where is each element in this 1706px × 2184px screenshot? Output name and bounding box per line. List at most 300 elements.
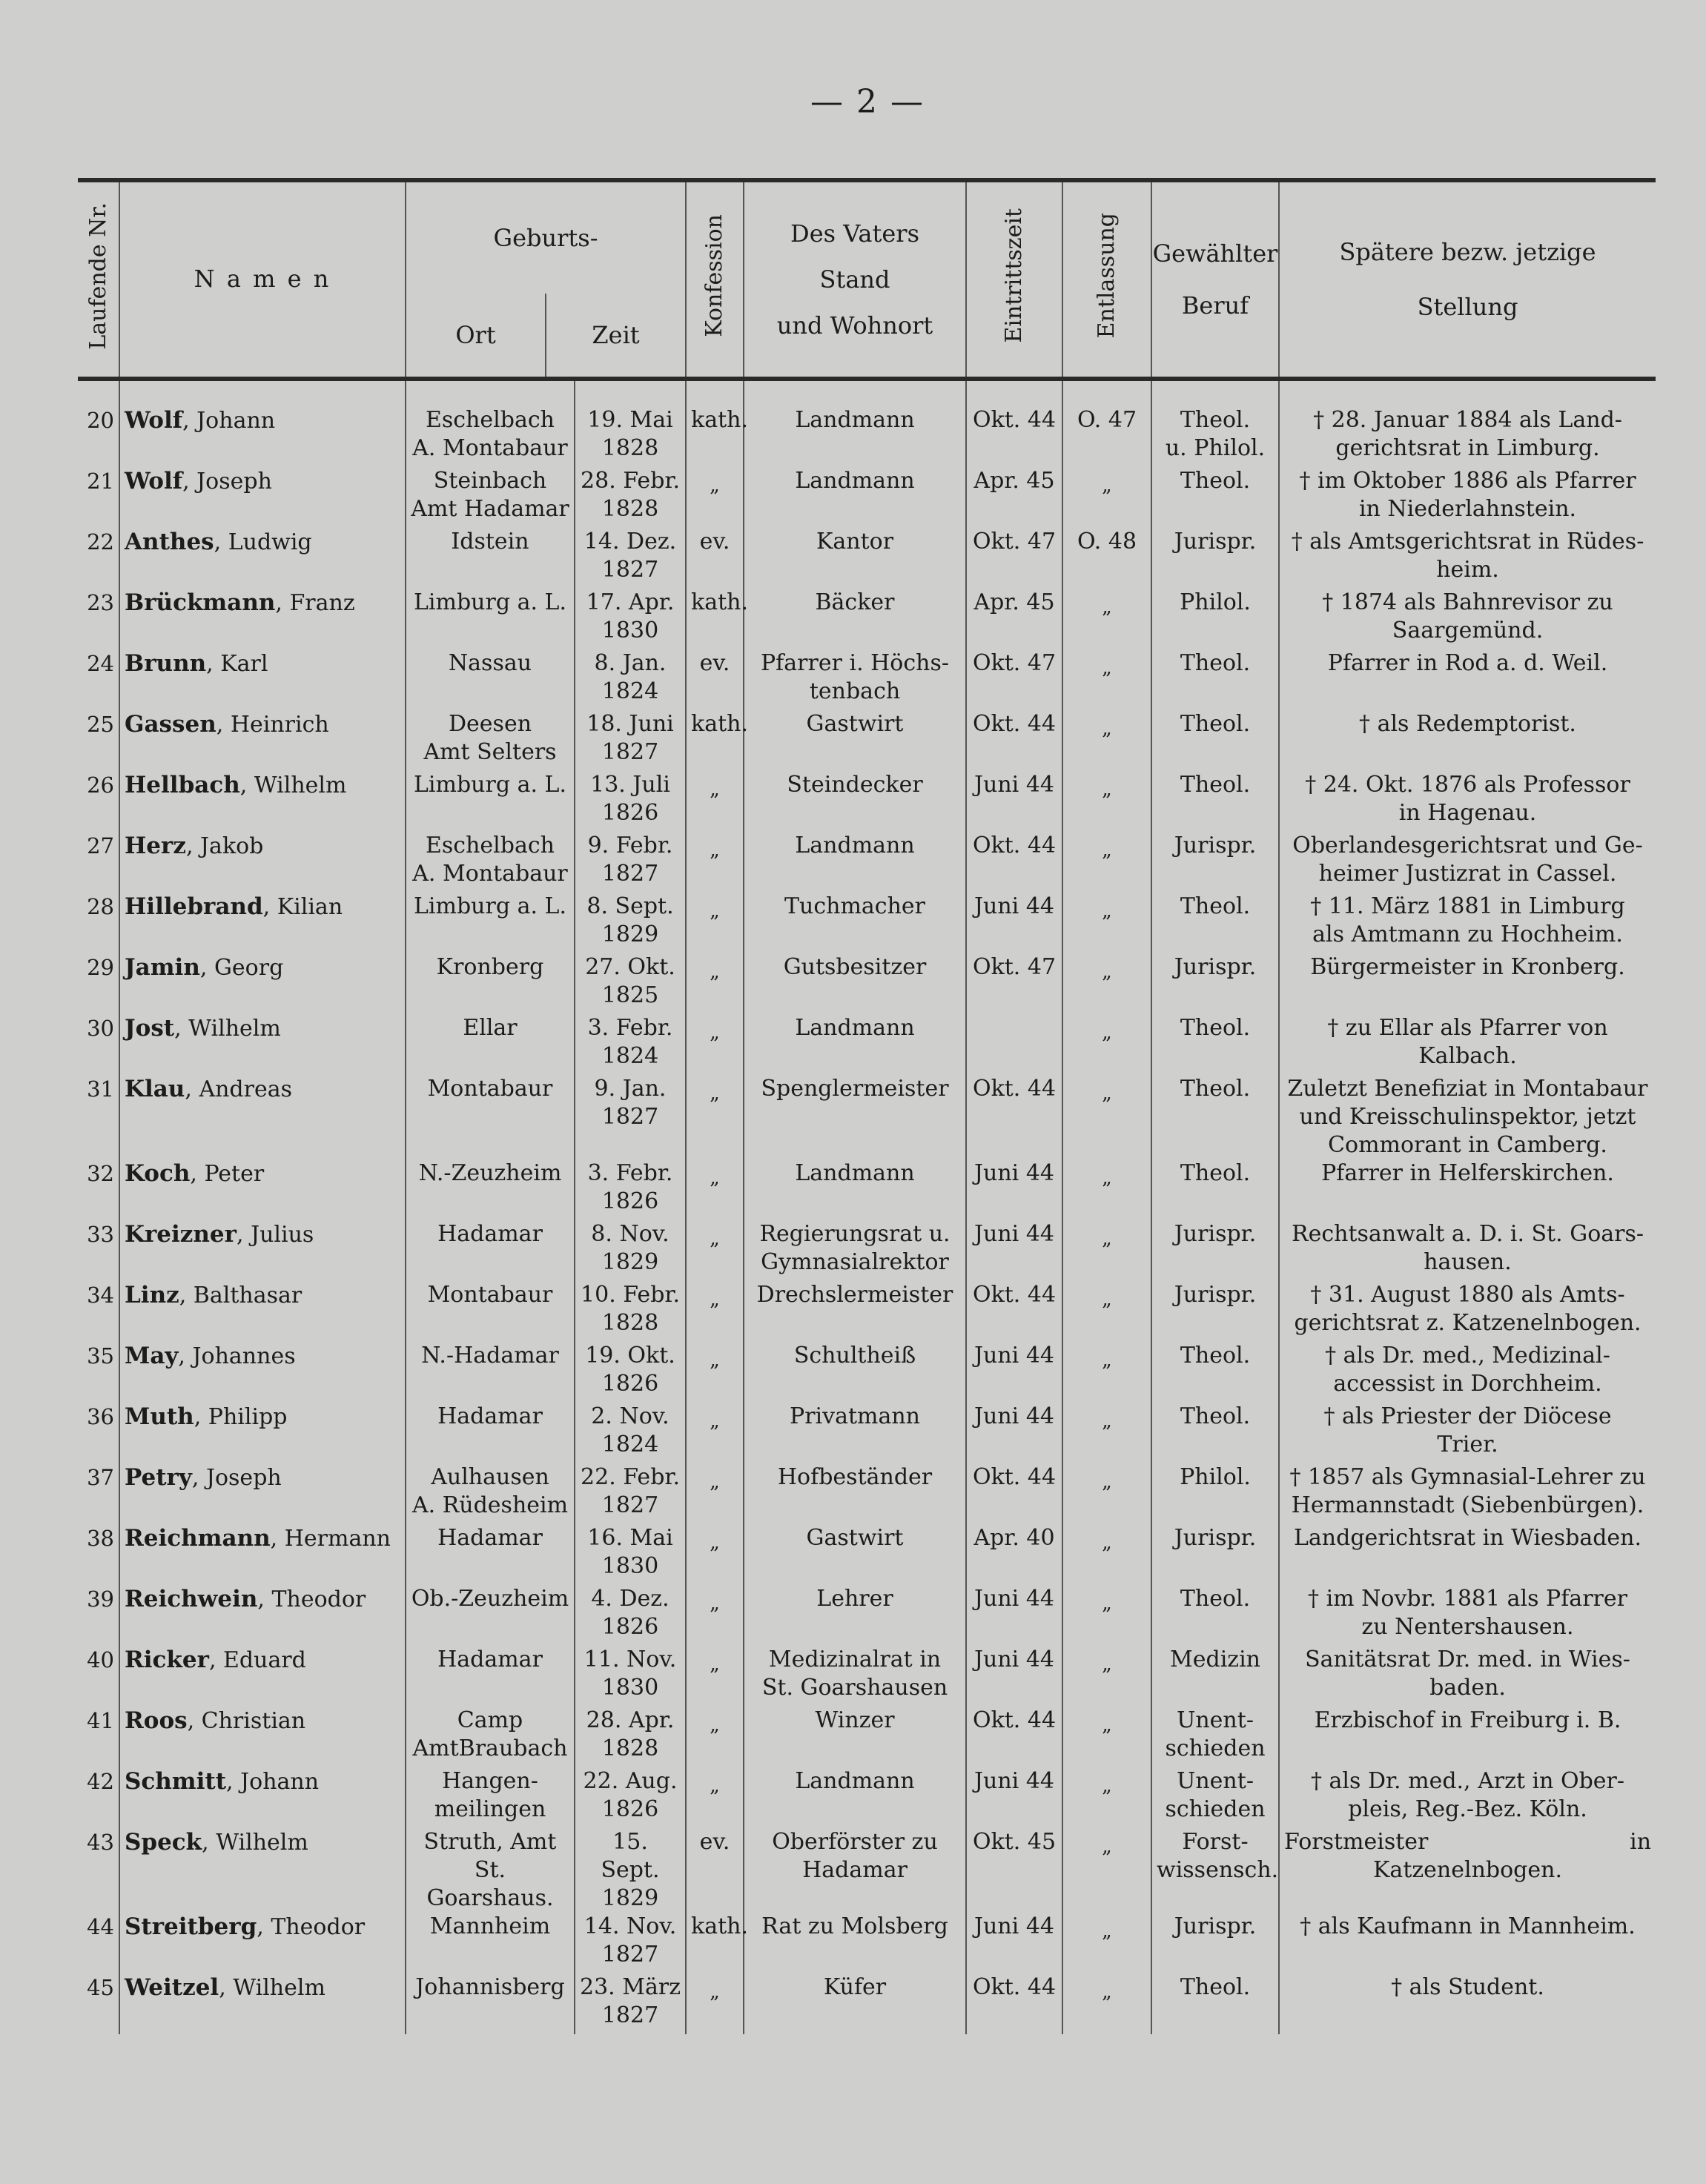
- cell-line: 1825: [601, 982, 659, 1008]
- birth-place: [406, 1585, 575, 1646]
- table-row: [78, 406, 1656, 467]
- student-name: Linz, Balthasar: [119, 1281, 406, 1342]
- chosen-profession: [1151, 1014, 1279, 1075]
- cell-line: 17. Apr.: [586, 589, 675, 615]
- cell-line: Theol.: [1180, 1403, 1251, 1429]
- birth-place: [406, 1342, 575, 1403]
- father-status: [744, 1767, 966, 1828]
- cell-line: † als Amtsgerichtsrat in Rüdes-: [1291, 529, 1644, 555]
- cell-line: † als Dr. med., Medizinal-: [1325, 1343, 1610, 1369]
- cell-line: Hadamar: [437, 1525, 543, 1551]
- cell-line: Montabaur: [427, 1282, 553, 1308]
- surname: Muth: [125, 1403, 194, 1430]
- cell-line: 1830: [601, 618, 659, 643]
- row-number: 34: [87, 1283, 114, 1308]
- student-name: May, Johannes: [119, 1342, 406, 1403]
- row-number: 20: [87, 408, 114, 433]
- cell-line: † als Student.: [1391, 1974, 1544, 2000]
- later-position: [1279, 1403, 1656, 1463]
- later-position: [1279, 1973, 1656, 2034]
- cell-line: 1830: [601, 1675, 659, 1701]
- table-row: [78, 1707, 1656, 1767]
- father-status: [744, 1585, 966, 1646]
- surname: Petry: [125, 1464, 192, 1491]
- student-name: Reichwein, Theodor: [119, 1585, 406, 1646]
- cell-line: Hadamar: [437, 1403, 543, 1429]
- cell-line: Landmann: [795, 1160, 915, 1186]
- table-row: [78, 1014, 1656, 1075]
- cell-line: Medizin: [1170, 1647, 1261, 1672]
- row-number: 40: [87, 1647, 114, 1672]
- given-name: Joseph: [196, 469, 272, 494]
- chosen-profession: [1151, 1828, 1279, 1913]
- cell-line: Hofbeständer: [777, 1464, 933, 1490]
- entlassung: „: [1062, 1767, 1151, 1828]
- surname: Kreizner: [125, 1221, 237, 1248]
- cell-line: 4. Dez.: [591, 1586, 669, 1612]
- birth-place: [406, 710, 575, 771]
- header-entlassung: Entlassung: [1062, 180, 1151, 379]
- cell-line: † 28. Januar 1884 als Land-: [1313, 407, 1622, 433]
- eintrittszeit: Apr. 45: [966, 589, 1062, 649]
- entlassung: „: [1062, 1707, 1151, 1767]
- given-name: Theodor: [271, 1586, 366, 1612]
- surname: Reichmann: [125, 1525, 271, 1552]
- surname: Koch: [125, 1160, 191, 1187]
- cell-line: Gymnasialrektor: [761, 1249, 949, 1275]
- cell-line: Camp: [457, 1707, 523, 1733]
- page-number: — 2 —: [810, 83, 925, 121]
- konfession: „: [686, 1767, 744, 1828]
- konfession: „: [686, 1585, 744, 1646]
- given-name: Georg: [214, 955, 284, 981]
- chosen-profession: [1151, 528, 1279, 589]
- konfession: „: [686, 1014, 744, 1075]
- cell-line: Rechtsanwalt a. D. i. St. Goars-: [1292, 1221, 1644, 1247]
- entlassung: O. 47: [1062, 406, 1151, 467]
- cell-line: Theol.: [1180, 1586, 1251, 1612]
- surname: Roos: [125, 1707, 188, 1734]
- eintrittszeit: Okt. 44: [966, 406, 1062, 467]
- given-name: Andreas: [199, 1076, 293, 1102]
- row-number: 33: [87, 1222, 114, 1247]
- chosen-profession: [1151, 893, 1279, 953]
- given-name: Wilhelm: [233, 1975, 325, 2001]
- chosen-profession: [1151, 406, 1279, 467]
- student-name: Reichmann, Hermann: [119, 1524, 406, 1585]
- cell-line: 1826: [601, 1614, 659, 1640]
- birth-date: [575, 953, 686, 1014]
- cell-line: wissensch.: [1157, 1857, 1279, 1883]
- birth-place: [406, 1159, 575, 1220]
- konfession: „: [686, 1342, 744, 1403]
- later-position: [1279, 1075, 1656, 1159]
- cell-line: A. Montabaur: [412, 861, 568, 887]
- student-name: Brunn, Karl: [119, 649, 406, 710]
- father-status: [744, 1159, 966, 1220]
- cell-line: Landmann: [795, 407, 915, 433]
- cell-line: Steindecker: [787, 772, 923, 798]
- student-register-table: [78, 178, 1656, 2034]
- konfession: ev.: [686, 528, 744, 589]
- given-name: Ludwig: [228, 529, 312, 555]
- chosen-profession: [1151, 771, 1279, 832]
- row-number: 43: [87, 1830, 114, 1855]
- student-name: Wolf, Joseph: [119, 467, 406, 528]
- cell-line: † im Novbr. 1881 als Pfarrer: [1308, 1586, 1627, 1612]
- later-position: [1279, 1767, 1656, 1828]
- cell-line: Theol.: [1180, 1974, 1251, 2000]
- cell-line: pleis, Reg.-Bez. Köln.: [1348, 1796, 1587, 1822]
- cell-line: Landgerichtsrat in Wiesbaden.: [1294, 1525, 1642, 1551]
- cell-line: Landmann: [795, 833, 915, 858]
- birth-place: [406, 893, 575, 953]
- cell-line: Küfer: [823, 1974, 887, 2000]
- entlassung: „: [1062, 1585, 1151, 1646]
- father-status: [744, 467, 966, 528]
- chosen-profession: [1151, 589, 1279, 649]
- cell-line: A. Rüdesheim: [411, 1492, 569, 1518]
- cell-line: Jurispr.: [1174, 1525, 1257, 1551]
- cell-line: † als Priester der Diöcese: [1323, 1403, 1612, 1429]
- cell-line: 14. Dez.: [583, 529, 677, 555]
- cell-line: † 31. August 1880 als Amts-: [1310, 1282, 1625, 1308]
- cell-line: 19. Mai: [587, 407, 673, 433]
- table-row: [78, 1828, 1656, 1913]
- eintrittszeit: Juni 44: [966, 1585, 1062, 1646]
- eintrittszeit: Juni 44: [966, 1159, 1062, 1220]
- cell-line: Landmann: [795, 1768, 915, 1794]
- eintrittszeit: Okt. 44: [966, 832, 1062, 893]
- father-status: [744, 1281, 966, 1342]
- row-number: 27: [87, 833, 114, 858]
- eintrittszeit: Okt. 47: [966, 528, 1062, 589]
- father-status: [744, 1463, 966, 1524]
- surname: Brunn: [125, 650, 207, 677]
- cell-line: Oberlandesgerichtsrat und Ge-: [1292, 833, 1643, 858]
- table-row: [78, 649, 1656, 710]
- father-status: [744, 1913, 966, 1973]
- birth-date: [575, 1585, 686, 1646]
- row-number: 28: [87, 894, 114, 919]
- cell-line: Limburg a. L.: [414, 589, 566, 615]
- birth-place: [406, 406, 575, 467]
- cell-line: Limburg a. L.: [414, 772, 566, 798]
- cell-line: Winzer: [815, 1707, 895, 1733]
- cell-line: Philol.: [1180, 589, 1251, 615]
- table-row: [78, 1220, 1656, 1281]
- surname: Herz: [125, 833, 186, 859]
- cell-line: Kantor: [816, 529, 894, 555]
- later-position: [1279, 1646, 1656, 1707]
- chosen-profession: [1151, 1463, 1279, 1524]
- cell-line: Ob.-Zeuzheim: [411, 1586, 569, 1612]
- eintrittszeit: Juni 44: [966, 1767, 1062, 1828]
- cell-line: 23. März: [580, 1974, 681, 2000]
- birth-date: [575, 1707, 686, 1767]
- surname: Hillebrand: [125, 893, 263, 920]
- cell-line: Commorant in Camberg.: [1328, 1132, 1607, 1158]
- later-position: [1279, 1463, 1656, 1524]
- cell-line: 9. Febr.: [587, 833, 673, 858]
- later-position: [1279, 1281, 1656, 1342]
- given-name: Theodor: [271, 1914, 366, 1940]
- later-position: [1279, 649, 1656, 710]
- later-position: [1279, 953, 1656, 1014]
- cell-line: 1829: [601, 1249, 659, 1275]
- entlassung: „: [1062, 1403, 1151, 1463]
- cell-line: Theol.: [1180, 1076, 1251, 1102]
- father-status: [744, 1220, 966, 1281]
- cell-line: 1827: [601, 1492, 659, 1518]
- cell-line: tenbach: [809, 678, 901, 704]
- cell-line: 11. Nov.: [583, 1647, 677, 1672]
- birth-place: [406, 1828, 575, 1913]
- birth-date: [575, 1646, 686, 1707]
- birth-place: [406, 649, 575, 710]
- cell-line: 2. Nov.: [591, 1403, 669, 1429]
- cell-line: 1828: [601, 435, 659, 461]
- row-number: 42: [87, 1769, 114, 1794]
- later-position: [1279, 1828, 1656, 1913]
- konfession: „: [686, 467, 744, 528]
- entlassung: „: [1062, 1159, 1151, 1220]
- surname: Klau: [125, 1076, 185, 1102]
- cell-line: in Niederlahnstein.: [1358, 496, 1577, 522]
- table-row: [78, 1281, 1656, 1342]
- surname: Anthes: [125, 529, 214, 555]
- row-number: 21: [87, 469, 114, 494]
- table-row: [78, 589, 1656, 649]
- surname: Gassen: [125, 711, 216, 738]
- cell-line: Johannisberg: [415, 1974, 565, 2000]
- chosen-profession: [1151, 1075, 1279, 1159]
- cell-line: 1826: [601, 1188, 659, 1214]
- chosen-profession: [1151, 1403, 1279, 1463]
- cell-line: 22. Aug.: [583, 1768, 678, 1794]
- birth-date: [575, 528, 686, 589]
- given-name: Johann: [240, 1769, 320, 1795]
- eintrittszeit: Apr. 45: [966, 467, 1062, 528]
- table-row: [78, 467, 1656, 528]
- birth-date: [575, 1828, 686, 1913]
- birth-place: [406, 1973, 575, 2034]
- father-status: [744, 1973, 966, 2034]
- cell-line: Hadamar: [802, 1857, 907, 1883]
- father-status: [744, 1075, 966, 1159]
- cell-line: 1827: [601, 861, 659, 887]
- cell-line: 13. Juli: [590, 772, 670, 798]
- cell-line: † zu Ellar als Pfarrer von: [1327, 1015, 1608, 1041]
- header-row: [78, 180, 1656, 379]
- konfession: „: [686, 1524, 744, 1585]
- birth-date: [575, 771, 686, 832]
- entlassung: „: [1062, 1524, 1151, 1585]
- chosen-profession: [1151, 1913, 1279, 1973]
- student-name: Hillebrand, Kilian: [119, 893, 406, 953]
- cell-line: Kalbach.: [1418, 1043, 1517, 1069]
- chosen-profession: [1151, 1159, 1279, 1220]
- cell-line: Medizinalrat in: [768, 1647, 942, 1672]
- entlassung: „: [1062, 1913, 1151, 1973]
- table-row: [78, 1342, 1656, 1403]
- row-number: 35: [87, 1343, 114, 1369]
- entlassung: „: [1062, 1828, 1151, 1913]
- cell-line: Aulhausen: [431, 1464, 549, 1490]
- cell-line: Nassau: [448, 650, 532, 676]
- cell-line: N.-Zeuzheim: [418, 1160, 562, 1186]
- cell-line: schieden: [1165, 1796, 1266, 1822]
- eintrittszeit: Juni 44: [966, 1342, 1062, 1403]
- entlassung: „: [1062, 649, 1151, 710]
- cell-line: † als Dr. med., Arzt in Ober-: [1311, 1768, 1625, 1794]
- cell-line: Tuchmacher: [784, 893, 926, 919]
- eintrittszeit: Okt. 44: [966, 1075, 1062, 1159]
- entlassung: „: [1062, 467, 1151, 528]
- cell-line: in Hagenau.: [1398, 800, 1537, 826]
- cell-line: Hermannstadt (Siebenbürgen).: [1291, 1492, 1644, 1518]
- eintrittszeit: Juni 44: [966, 1220, 1062, 1281]
- cell-line: † 1857 als Gymnasial-Lehrer zu: [1289, 1464, 1646, 1490]
- konfession: kath.: [686, 406, 744, 467]
- entlassung: „: [1062, 1075, 1151, 1159]
- cell-line: 1826: [601, 1796, 659, 1822]
- header-namen: N a m e n: [119, 180, 406, 379]
- student-name: Ricker, Eduard: [119, 1646, 406, 1707]
- birth-place: [406, 467, 575, 528]
- student-name: Petry, Joseph: [119, 1463, 406, 1524]
- given-name: Johannes: [192, 1343, 296, 1369]
- father-status: [744, 1707, 966, 1767]
- chosen-profession: [1151, 1342, 1279, 1403]
- row-number: 23: [87, 590, 114, 615]
- cell-line: 1829: [601, 921, 659, 947]
- birth-place: [406, 1524, 575, 1585]
- cell-line: Struth, Amt: [423, 1829, 557, 1855]
- chosen-profession: [1151, 1767, 1279, 1828]
- given-name: Wilhelm: [216, 1830, 308, 1856]
- birth-place: [406, 528, 575, 589]
- cell-line: Amt Hadamar: [411, 496, 569, 522]
- birth-date: [575, 1463, 686, 1524]
- cell-line: 16. Mai: [587, 1525, 673, 1551]
- cell-line: 9. Jan.: [594, 1076, 667, 1102]
- later-position: [1279, 1524, 1656, 1585]
- surname: Schmitt: [125, 1768, 227, 1795]
- row-number: 22: [87, 529, 114, 555]
- cell-line: Limburg a. L.: [414, 893, 566, 919]
- entlassung: „: [1062, 710, 1151, 771]
- chosen-profession: [1151, 1707, 1279, 1767]
- cell-line: Lehrer: [816, 1586, 893, 1612]
- cell-line: Landmann: [795, 1015, 915, 1041]
- cell-line: Erzbischof in Freiburg i. B.: [1314, 1707, 1621, 1733]
- cell-line: Saargemünd.: [1392, 618, 1544, 643]
- table-row: [78, 1463, 1656, 1524]
- header-beruf: Gewählter Beruf: [1151, 180, 1279, 379]
- cell-line: Eschelbach: [426, 833, 555, 858]
- father-status: [744, 649, 966, 710]
- cell-line: 3. Febr.: [587, 1160, 673, 1186]
- cell-line: † 1874 als Bahnrevisor zu: [1322, 589, 1613, 615]
- cell-line: Zuletzt Benefiziat in Montabaur: [1287, 1076, 1648, 1102]
- entlassung: „: [1062, 1281, 1151, 1342]
- cell-line: Ellar: [463, 1015, 518, 1041]
- eintrittszeit: Okt. 44: [966, 710, 1062, 771]
- header-ort: Ort: [455, 321, 496, 349]
- row-number: 44: [87, 1914, 114, 1939]
- cell-line: Oberförster zu: [772, 1829, 938, 1855]
- student-name: Roos, Christian: [119, 1707, 406, 1767]
- birth-place: [406, 1075, 575, 1159]
- student-name: Kreizner, Julius: [119, 1220, 406, 1281]
- cell-line: 28. Febr.: [581, 468, 680, 494]
- chosen-profession: [1151, 649, 1279, 710]
- cell-line: Unent-: [1177, 1768, 1254, 1794]
- cell-line: 1829: [601, 1885, 659, 1911]
- cell-line: Regierungsrat u.: [759, 1221, 950, 1247]
- given-name: Wilhelm: [254, 772, 347, 798]
- father-status: [744, 710, 966, 771]
- student-name: Brückmann, Franz: [119, 589, 406, 649]
- eintrittszeit: Apr. 40: [966, 1524, 1062, 1585]
- cell-line: Hadamar: [437, 1221, 543, 1247]
- cell-line: 22. Febr.: [581, 1464, 680, 1490]
- chosen-profession: [1151, 953, 1279, 1014]
- eintrittszeit: Juni 44: [966, 771, 1062, 832]
- later-position: [1279, 893, 1656, 953]
- eintrittszeit: Okt. 44: [966, 1707, 1062, 1767]
- cell-line: Landmann: [795, 468, 915, 494]
- student-name: Streitberg, Theodor: [119, 1913, 406, 1973]
- surname: Speck: [125, 1829, 202, 1856]
- cell-line: 1827: [601, 1104, 659, 1130]
- given-name: Eduard: [223, 1647, 306, 1673]
- father-status: [744, 1524, 966, 1585]
- chosen-profession: [1151, 710, 1279, 771]
- given-name: Peter: [204, 1161, 265, 1187]
- cell-line: Mannheim: [429, 1913, 551, 1939]
- birth-date: [575, 406, 686, 467]
- birth-place: [406, 832, 575, 893]
- table-row: [78, 1159, 1656, 1220]
- chosen-profession: [1151, 467, 1279, 528]
- birth-date: [575, 1014, 686, 1075]
- surname: Reichwein: [125, 1586, 258, 1612]
- cell-line: Rat zu Molsberg: [761, 1913, 948, 1939]
- cell-line: St. Goarshausen: [761, 1675, 948, 1701]
- cell-line: Jurispr.: [1174, 1282, 1257, 1308]
- cell-line: 10. Febr.: [581, 1282, 680, 1308]
- cell-line: 1828: [601, 1735, 659, 1761]
- cell-line: meilingen: [434, 1796, 546, 1822]
- student-name: Jamin, Georg: [119, 953, 406, 1014]
- row-number: 41: [87, 1708, 114, 1733]
- chosen-profession: [1151, 1220, 1279, 1281]
- row-number: 25: [87, 712, 114, 737]
- eintrittszeit: Juni 44: [966, 1403, 1062, 1463]
- given-name: Balthasar: [193, 1283, 302, 1308]
- entlassung: „: [1062, 893, 1151, 953]
- row-number: 39: [87, 1586, 114, 1612]
- row-number: 30: [87, 1016, 114, 1041]
- birth-date: [575, 1973, 686, 2034]
- birth-place: [406, 589, 575, 649]
- father-status: [744, 1828, 966, 1913]
- cell-line: Theol.: [1180, 772, 1251, 798]
- student-name: Anthes, Ludwig: [119, 528, 406, 589]
- cell-line: Kronberg: [436, 954, 544, 980]
